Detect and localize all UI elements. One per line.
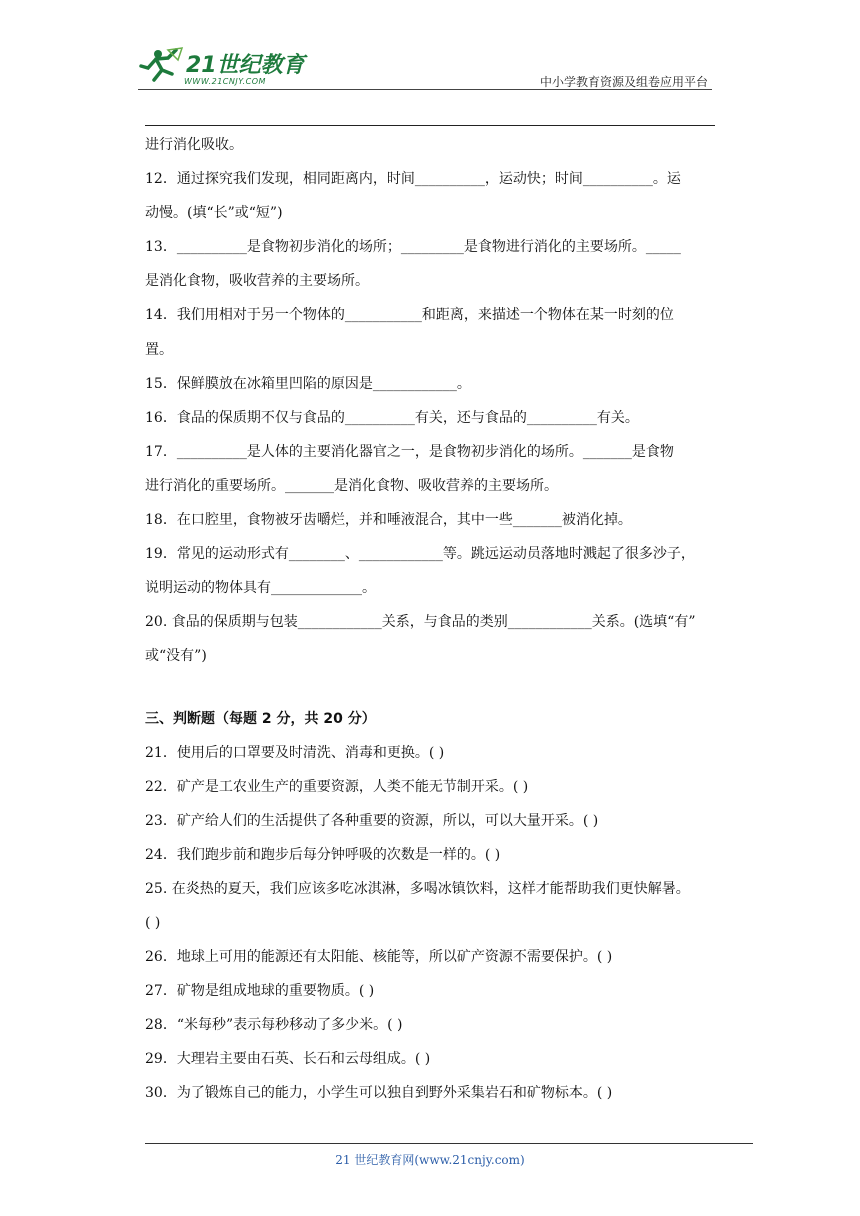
text-line: 或“没有”) [145,648,207,665]
text-line: 置。 [145,341,173,358]
text-line: 动慢。(填“长”或“短”) [145,205,283,222]
logo-text: 21世纪教育 [186,53,305,78]
footer-divider [145,1143,753,1144]
question-18: 18．在口腔里，食物被牙齿嚼烂，并和唾液混合，其中一些_______被消化掉。 [145,512,632,529]
document-body [145,128,720,1111]
question-29: 29．大理岩主要由石英、长石和云母组成。( ) [145,1051,431,1068]
question-21: 21．使用后的口罩要及时清洗、消毒和更换。( ) [145,744,445,761]
question-25: 25. 在炎热的夏天，我们应该多吃冰淇淋，多喝冰镇饮料，这样才能帮助我们更快解暑。 [145,880,690,897]
section-title: 三、判断题（每题 2 分，共 20 分） [145,710,376,727]
content-top-rule [145,125,715,126]
text-line: 进行消化的重要场所。_______是消化食物、吸收营养的主要场所。 [145,477,558,494]
question-15: 15．保鲜膜放在冰箱里凹陷的原因是____________。 [145,375,471,392]
question-30: 30．为了锻炼自己的能力，小学生可以独自到野外采集岩石和矿物标本。( ) [145,1085,613,1102]
text-line: 进行消化吸收。 [145,137,243,153]
text-line: 说明运动的物体具有_____________。 [145,580,376,597]
runner-logo-icon [138,46,188,86]
question-28: 28．“米每秒”表示每秒移动了多少米。( ) [145,1017,403,1034]
question-19: 19．常见的运动形式有________、____________等。跳远运动员落地时溅起了很多沙子， [145,546,695,563]
question-16: 16．食品的保质期不仅与食品的__________有关，还与食品的__________有关。 [145,409,639,426]
header-divider [138,89,712,90]
question-23: 23．矿产给人们的生活提供了各种重要的资源，所以，可以大量开采。( ) [145,812,599,829]
question-22: 22．矿产是工农业生产的重要资源，人类不能无节制开采。( ) [145,778,529,795]
site-logo[interactable] [138,46,318,86]
logo-url: WWW.21CNJY.COM [184,77,266,86]
question-17: 17．__________是人体的主要消化器官之一，是食物初步消化的场所。_______是食物 [145,443,674,460]
text-line: 是消化食物，吸收营养的主要场所。 [145,273,369,290]
question-27: 27．矿物是组成地球的重要物质。( ) [145,983,375,1000]
question-20: 20. 食品的保质期与包装____________关系，与食品的类别____________关系。(选填“有” [145,614,696,631]
page-header [138,40,714,90]
question-12: 12．通过探究我们发现，相同距离内，时间__________，运动快；时间__________。运 [145,171,681,188]
platform-title: 中小学教育资源及组卷应用平台 [539,75,708,89]
question-26: 26．地球上可用的能源还有太阳能、核能等，所以矿产资源不需要保护。( ) [145,949,613,966]
footer-link[interactable]: 21 世纪教育网(www.21cnjy.com) [335,1153,525,1167]
question-13: 13．__________是食物初步消化的场所；_________是食物进行消化的主要场所。_____ [145,239,681,256]
text-line: ( ) [145,914,161,931]
question-14: 14．我们用相对于另一个物体的___________和距离，来描述一个物体在某一时刻的位 [145,307,674,324]
question-24: 24．我们跑步前和跑步后每分钟呼吸的次数是一样的。( ) [145,846,501,863]
